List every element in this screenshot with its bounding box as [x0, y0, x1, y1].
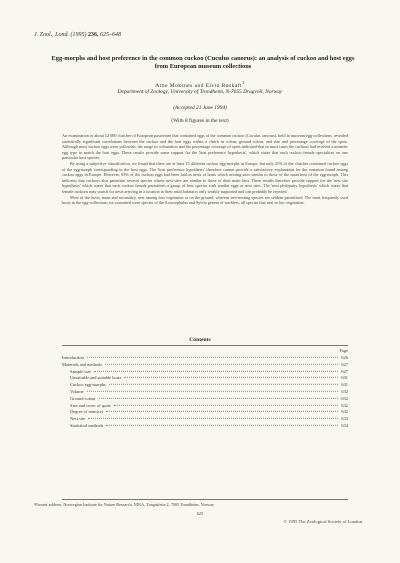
- abstract-paragraph-1: An examination of about 12 000 clutches of European passerines that contained eggs of the common cuckoo (Cuculus canorus), held in museum egg-collections, revealed statistically significant correlations between the cuckoo and the host eggs within a clutch in colour, ground colour, and size and percentage coverage of the spots. Although most cuckoo eggs were yellowish, the range in colouration and the percentage coverage of spots indicated that in most cases the cuckoos had evolved a mimetic egg type to match the host eggs. These results provide some support for the 'host preference hypothesis', which states that each cuckoo female specialises on one particular host species.: [62, 133, 348, 161]
- toc-page-number: 632: [341, 409, 348, 415]
- toc-row: [62, 355, 348, 362]
- accepted-date: (Accepted 21 June 1994): [173, 105, 227, 111]
- contents-page-header: Page: [339, 348, 348, 353]
- page-number: 625: [196, 511, 204, 516]
- abstract-paragraph-3: Most of the hosts, main and secondary, nest among low vegetation or on the ground, whereas tree-nesting species are seldom parasitised. The most frequently used hosts in the egg-collections we examined were species of the Acrocephalus and Sylvia genera of warblers, all species that nest in low vegetation.: [62, 194, 348, 206]
- copyright-notice: © 1995 The Zoological Society of London: [283, 519, 362, 524]
- journal-reference: [34, 32, 121, 38]
- toc-row: [62, 382, 348, 389]
- toc-row: [62, 403, 348, 410]
- paper-authors: Arne Moksnes and Eivin Røskaft$^1$: [155, 80, 245, 89]
- footnote: ¹Present address: Norwegian Institute for Nature Research, NINA, Tungasletta 2, 7005 Trondheim, Norway: [34, 502, 215, 507]
- journal-volume: 236,: [88, 32, 99, 38]
- toc-row: [62, 409, 348, 416]
- toc-page-number: 626: [341, 355, 348, 360]
- journal-name: J. Zool., Lond.: [34, 32, 70, 38]
- journal-year: (1995): [70, 32, 87, 38]
- toc-page-number: 632: [341, 388, 348, 394]
- table-of-contents: [62, 355, 348, 430]
- toc-leader-dots: [99, 398, 339, 399]
- toc-leader-dots: [109, 384, 339, 385]
- toc-page-number: 631: [341, 382, 348, 388]
- toc-label: Volume: [70, 388, 84, 394]
- toc-leader-dots: [114, 404, 339, 405]
- toc-label: Statistical methods: [70, 422, 104, 428]
- toc-leader-dots: [87, 357, 339, 358]
- abstract-paragraph-2: By using a subjective classification, we found that there are at least 15 different cuckoo egg-morphs in Europe, but only 41% of the clutches contained cuckoo eggs of the egg-morph corresponding to the host eggs. The 'host preference hypothesis' therefore cannot provide a satisfactory explanation for the variation found among cuckoo eggs in Europe. However, 93% of the cuckoo eggs had been laid in nests of hosts which nesting sites similar to those of the main host of the egg-morph. This indicates that cuckoos also parasitise several species whose nest sites are similar to those of their main host. These results therefore provide support for the 'nest site hypothesis' which states that each cuckoo female parasitises a group of host species with similar eggs or nest sites. The 'nest philopatry hypothesis' which states that female cuckoos may search for nests arriving in a location in their natal habitat is only weakly supported and can probably be rejected.: [62, 160, 348, 194]
- toc-row: [62, 362, 348, 369]
- toc-label: Ground colour: [70, 395, 96, 401]
- toc-label: Materials and methods: [62, 361, 102, 367]
- toc-leader-dots: [105, 364, 338, 365]
- toc-leader-dots: [106, 425, 338, 426]
- journal-pages: 625–648: [100, 32, 122, 38]
- toc-label: Cuckoo egg-morphs: [70, 382, 106, 388]
- toc-row: [62, 416, 348, 423]
- toc-page-number: 627: [341, 361, 348, 367]
- toc-row: [62, 369, 348, 376]
- toc-row: [62, 389, 348, 396]
- toc-row: [62, 375, 348, 382]
- toc-leader-dots: [124, 377, 338, 378]
- toc-row: [62, 396, 348, 403]
- toc-page-number: 632: [341, 395, 348, 401]
- toc-label: Unsuitable and suitable hosts: [70, 375, 122, 381]
- toc-leader-dots: [87, 391, 339, 392]
- toc-page-number: 632: [341, 402, 348, 408]
- contents-heading: Contents: [189, 337, 211, 343]
- figure-count: (With 8 figures in the text): [171, 118, 229, 124]
- paper-title: Egg-morphs and host preference in the common cuckoo (Cuculus canorus): an analysis of cuckoo and host eggs from European museum collections: [51, 55, 355, 70]
- toc-page-number: 631: [341, 375, 348, 381]
- toc-label: Nest site: [70, 416, 86, 422]
- toc-label: Introduction: [62, 355, 84, 360]
- toc-page-number: 633: [341, 416, 348, 422]
- toc-page-number: 634: [341, 422, 348, 428]
- toc-leader-dots: [94, 370, 338, 371]
- abstract: [62, 133, 348, 206]
- authors-text: Arne Moksnes and Eivin Røskaft: [155, 82, 243, 89]
- contents-top-rule: [62, 345, 348, 346]
- author-affiliation: Department of Zoology, University of Trondheim, N-7055 Dragvoll, Norway: [117, 89, 283, 95]
- toc-leader-dots: [106, 411, 338, 412]
- toc-label: Sample size: [70, 368, 92, 374]
- toc-label: Degree of mimicry: [70, 409, 104, 415]
- toc-page-number: 627: [341, 368, 348, 374]
- toc-leader-dots: [88, 418, 338, 419]
- toc-label: Size and cover of spots: [70, 402, 111, 408]
- footnote-rule: [62, 499, 348, 500]
- toc-row: [62, 423, 348, 430]
